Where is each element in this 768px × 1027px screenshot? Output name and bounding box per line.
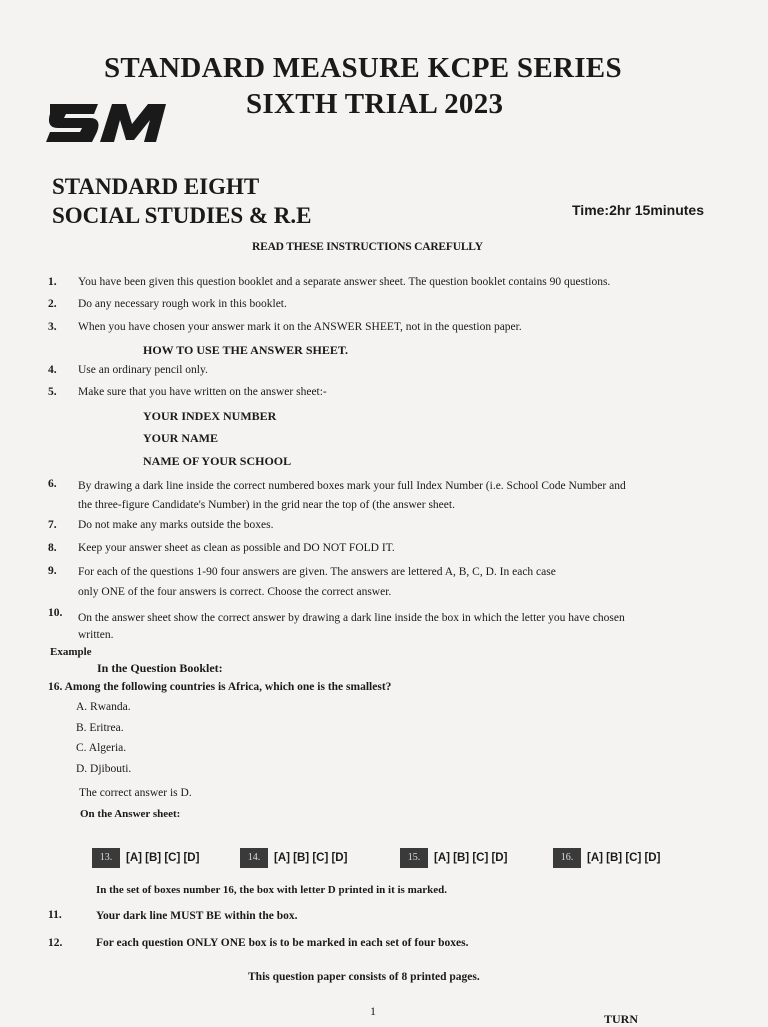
- time-allowed: Time:2hr 15minutes: [572, 202, 705, 218]
- box-number: 14.: [240, 848, 268, 868]
- sm-logo: [46, 96, 172, 148]
- page-number: 1: [370, 1004, 376, 1018]
- turn-over-note: TURN: [604, 1012, 639, 1026]
- instruction-text: written.: [78, 629, 114, 641]
- booklet-label: In the Question Booklet:: [97, 661, 223, 675]
- example-option: D. Djibouti.: [76, 763, 132, 775]
- instruction-text: Use an ordinary pencil only.: [78, 364, 208, 376]
- instruction-number: 10.: [48, 607, 63, 619]
- rule-number: 12.: [48, 937, 63, 949]
- page-count-note: This question paper consists of 8 printed pages.: [248, 971, 480, 983]
- box-number: 13.: [92, 848, 120, 868]
- instruction-number: 4.: [48, 364, 57, 376]
- instruction-text: By drawing a dark line inside the correct numbered boxes mark your full Index Number (i.e. School Code Number and: [78, 480, 626, 492]
- example-question: 16. Among the following countries is Africa, which one is the smallest?: [48, 681, 392, 693]
- correct-answer-note: The correct answer is D.: [79, 787, 192, 799]
- instruction-text: You have been given this question booklet and a separate answer sheet. The question booklet contains 90 questions.: [78, 276, 611, 288]
- answer-sheet-item: YOUR NAME: [143, 431, 218, 445]
- answer-box-set: [92, 848, 199, 868]
- example-option: A. Rwanda.: [76, 701, 131, 713]
- answer-sheet-item: NAME OF YOUR SCHOOL: [143, 454, 292, 468]
- instruction-text: Keep your answer sheet as clean as possible and DO NOT FOLD IT.: [78, 542, 395, 554]
- example-option: B. Eritrea.: [76, 722, 124, 734]
- how-to-heading: HOW TO USE THE ANSWER SHEET.: [143, 343, 348, 357]
- answer-sheet-item: YOUR INDEX NUMBER: [143, 409, 277, 423]
- box-options: [A] [B] [C] [D]: [434, 852, 508, 864]
- instruction-number: 5.: [48, 386, 57, 398]
- box-number: 15.: [400, 848, 428, 868]
- rule-number: 11.: [48, 909, 62, 921]
- example-option: C. Algeria.: [76, 742, 127, 754]
- box-options: [A] [B] [C] [D]: [587, 852, 661, 864]
- instruction-number: 6.: [48, 478, 57, 490]
- instruction-text: For each of the questions 1-90 four answers are given. The answers are lettered A, B, C, D. In each case: [78, 566, 556, 578]
- example-label: Example: [50, 646, 92, 658]
- box-number: 16.: [553, 848, 581, 868]
- answer-box-set: [400, 848, 507, 868]
- instruction-text: On the answer sheet show the correct answer by drawing a dark line inside the box in which the letter you have chosen: [78, 612, 625, 624]
- answer-box-row: [0, 848, 768, 872]
- instruction-number: 3.: [48, 321, 57, 333]
- instruction-text: only ONE of the four answers is correct. Choose the correct answer.: [78, 586, 392, 598]
- instruction-number: 2.: [48, 298, 57, 310]
- instruction-number: 1.: [48, 276, 57, 288]
- box-options: [A] [B] [C] [D]: [126, 852, 200, 864]
- subject-label: SOCIAL STUDIES & R.E: [52, 203, 312, 228]
- marked-box-note: In the set of boxes number 16, the box with letter D printed in it is marked.: [96, 884, 447, 896]
- instruction-text: When you have chosen your answer mark it on the ANSWER SHEET, not in the question paper.: [78, 321, 522, 333]
- instruction-text: Do not make any marks outside the boxes.: [78, 519, 274, 531]
- instruction-text: Make sure that you have written on the answer sheet:-: [78, 386, 327, 398]
- answer-box-set: [240, 848, 347, 868]
- instruction-number: 9.: [48, 565, 57, 577]
- box-options: [A] [B] [C] [D]: [274, 852, 348, 864]
- instruction-text: Do any necessary rough work in this booklet.: [78, 298, 287, 310]
- instruction-text: the three-figure Candidate's Number) in the grid near the top of (the answer sheet.: [78, 499, 455, 511]
- rule-text: Your dark line MUST BE within the box.: [96, 910, 298, 922]
- instruction-number: 7.: [48, 519, 57, 531]
- answer-box-set: [553, 848, 660, 868]
- answer-sheet-label: On the Answer sheet:: [80, 808, 181, 820]
- instructions-heading: READ THESE INSTRUCTIONS CAREFULLY: [252, 241, 483, 253]
- standard-label: STANDARD EIGHT: [52, 174, 260, 199]
- rule-text: For each question ONLY ONE box is to be marked in each set of four boxes.: [96, 937, 469, 949]
- instruction-number: 8.: [48, 542, 57, 554]
- trial-title: SIXTH TRIAL 2023: [246, 88, 504, 120]
- exam-series-title: STANDARD MEASURE KCPE SERIES: [104, 52, 622, 84]
